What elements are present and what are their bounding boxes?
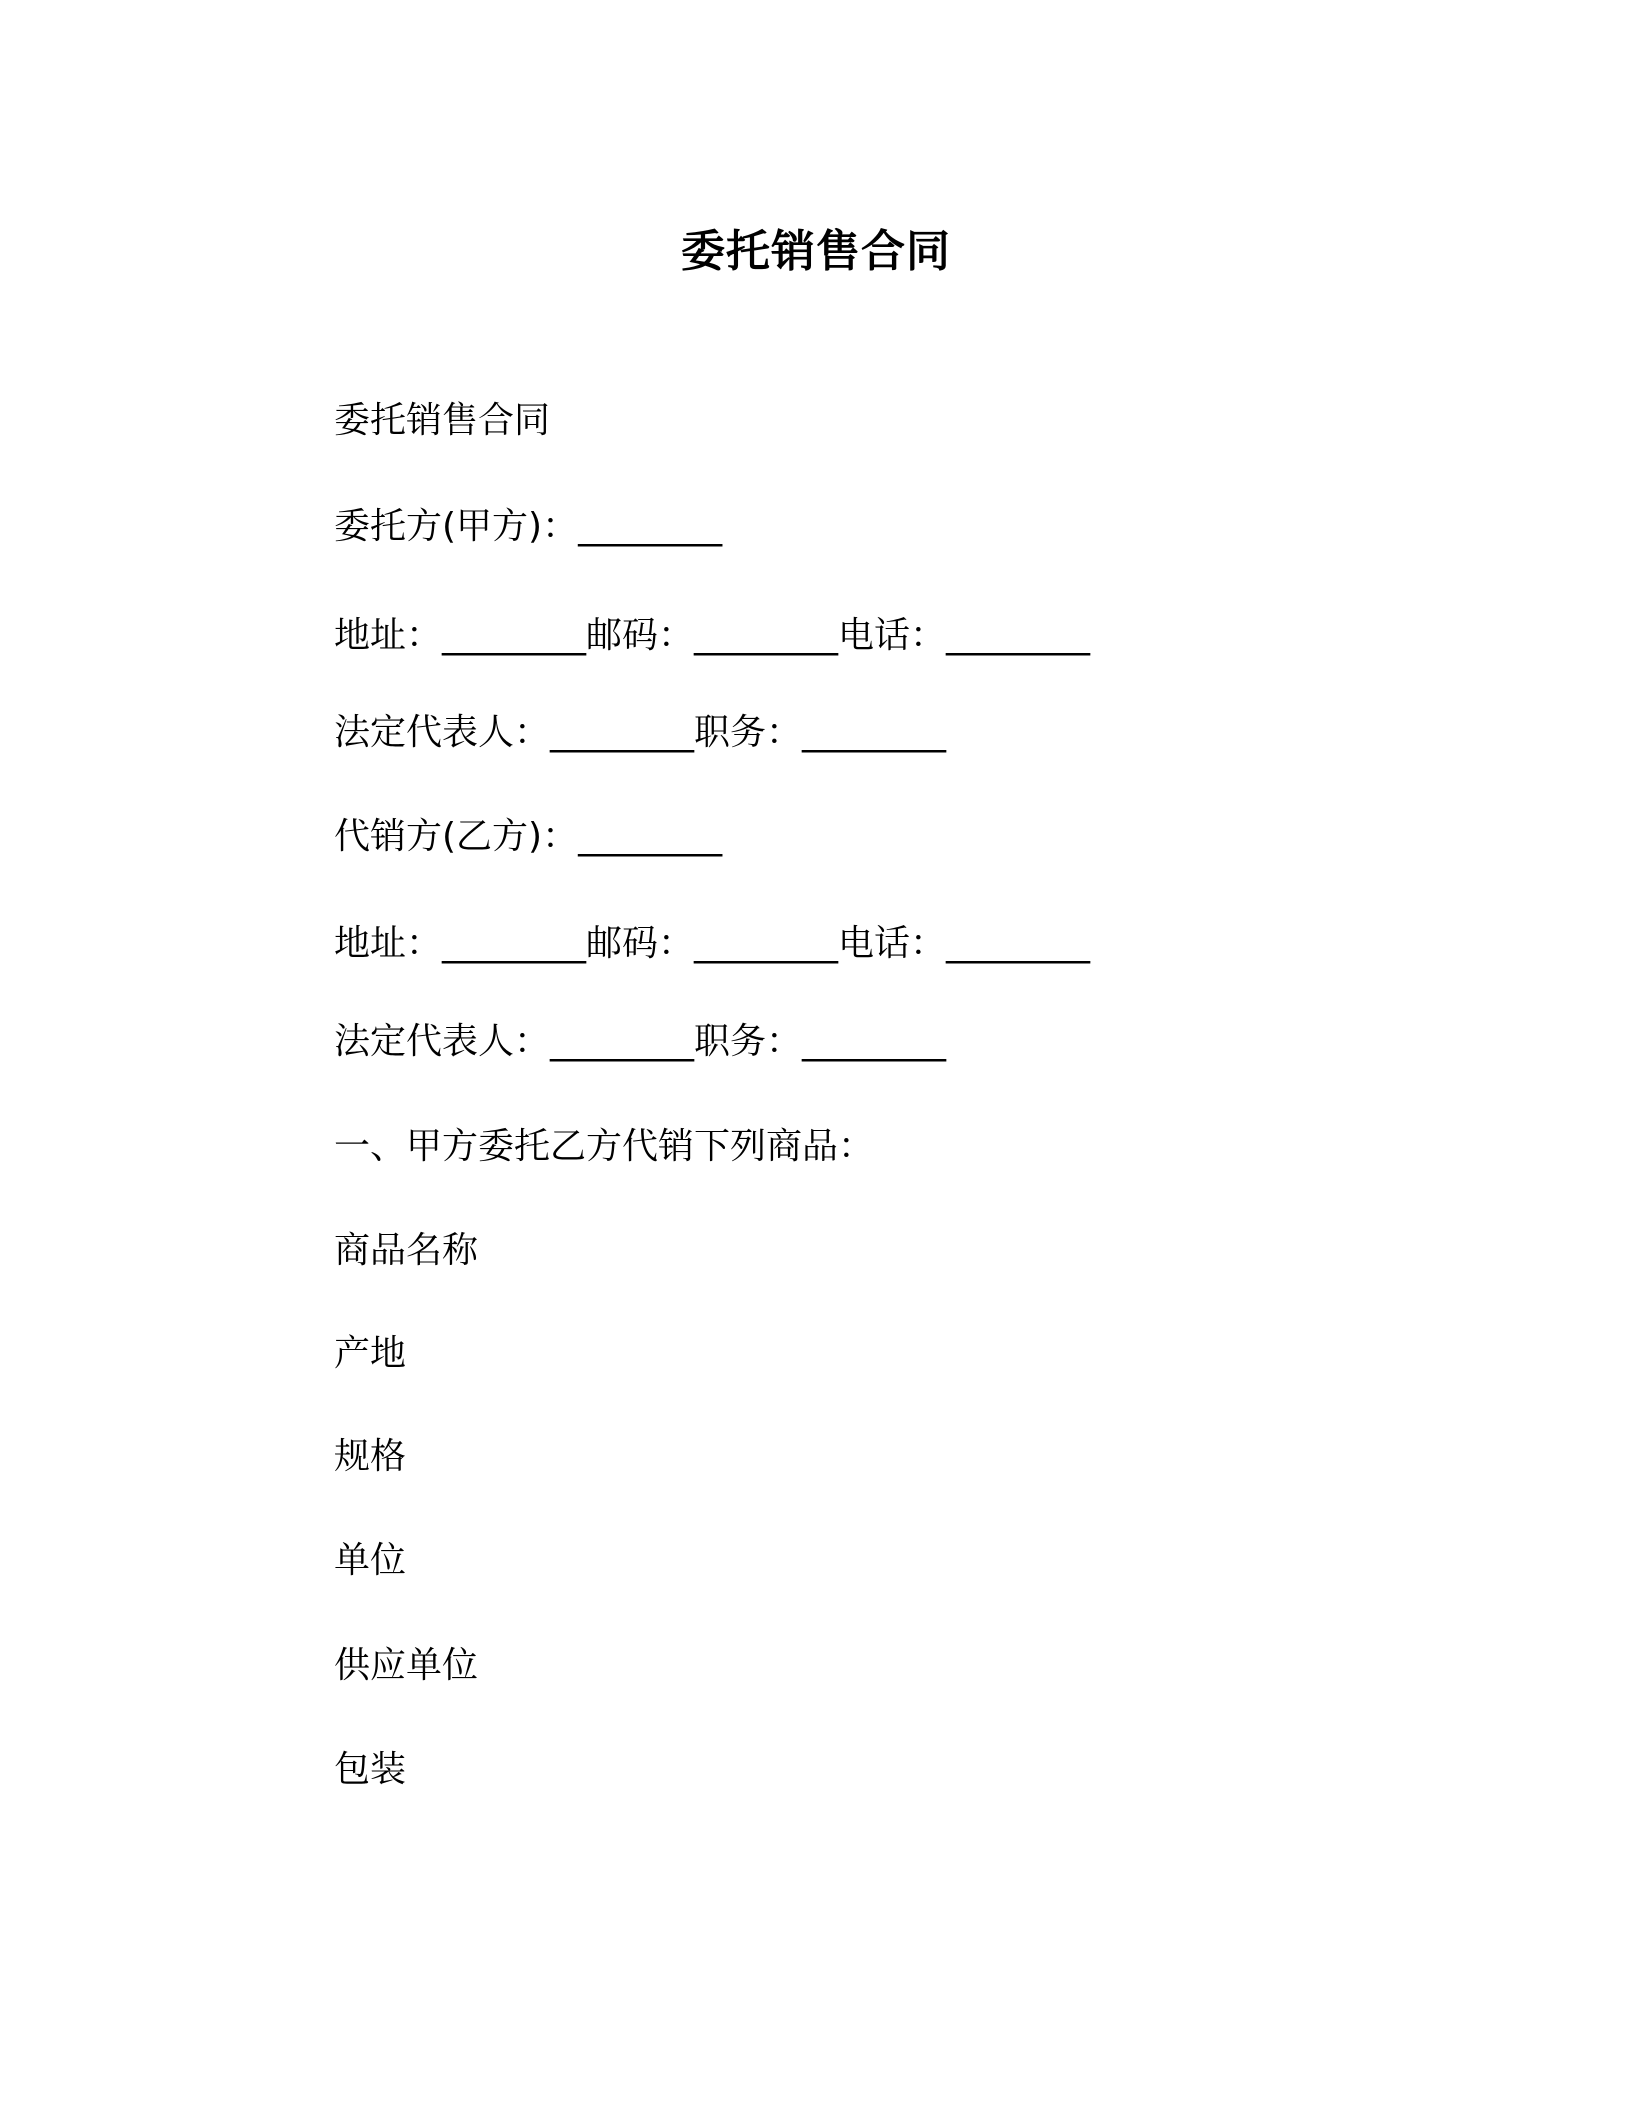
field-packaging: 包装 [334, 1749, 407, 1790]
party-a-line: 委托方(甲方)：________ [334, 506, 723, 547]
clause-1-heading: 一、甲方委托乙方代销下列商品： [334, 1126, 875, 1167]
party-a-address-line: 地址：________邮码：________电话：________ [334, 615, 1091, 656]
document-title: 委托销售合同 [681, 226, 951, 277]
party-b-representative-line: 法定代表人：________职务：________ [334, 1021, 947, 1062]
party-a-representative-line: 法定代表人：________职务：________ [334, 712, 947, 753]
field-product-name: 商品名称 [334, 1230, 479, 1271]
field-specification: 规格 [334, 1436, 407, 1477]
field-supplier: 供应单位 [334, 1645, 479, 1686]
party-b-line: 代销方(乙方)：________ [334, 816, 723, 857]
subtitle-line: 委托销售合同 [334, 400, 551, 441]
party-b-address-line: 地址：________邮码：________电话：________ [334, 923, 1091, 964]
field-origin: 产地 [334, 1333, 407, 1374]
field-unit: 单位 [334, 1540, 407, 1581]
